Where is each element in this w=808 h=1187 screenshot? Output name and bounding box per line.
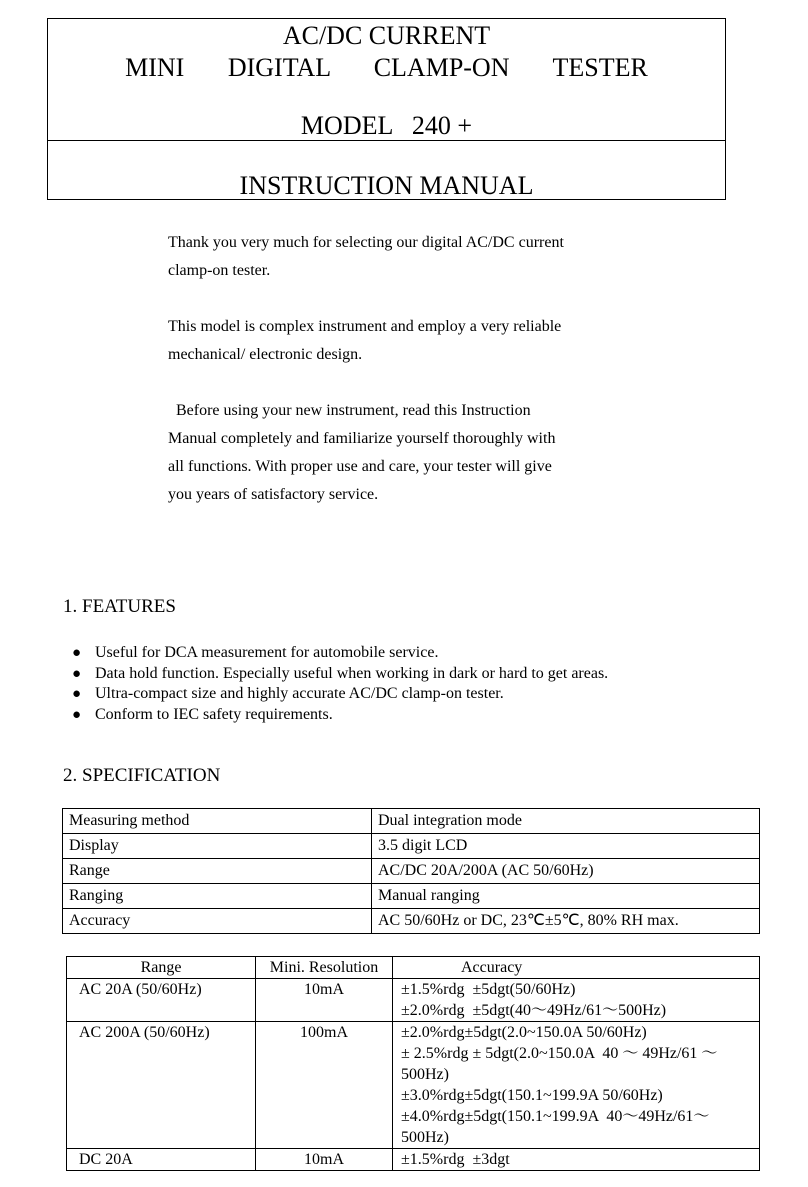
- feature-item: [72, 684, 608, 705]
- table-row: [67, 979, 760, 1022]
- table-row: [63, 809, 760, 834]
- resolution-cell: 10mA: [256, 979, 393, 1022]
- intro-line: clamp-on tester.: [168, 262, 271, 279]
- model-name: MODEL 240 +: [300, 111, 473, 140]
- accuracy-line: ±2.0%rdg ±5dgt(40～49Hz/61～500Hz): [401, 1002, 667, 1019]
- intro-line: Manual completely and familiarize yourself thoroughly with: [168, 430, 556, 447]
- range-cell: AC 200A (50/60Hz): [67, 1022, 256, 1149]
- spec-label: Accuracy: [63, 909, 372, 934]
- spec-label: Range: [63, 859, 372, 884]
- intro-line: all functions. With proper use and care, your tester will give: [168, 458, 552, 475]
- title-line-1: AC/DC CURRENT: [282, 21, 491, 50]
- intro-line: This model is complex instrument and employ a very reliable: [168, 318, 562, 335]
- range-cell: DC 20A: [67, 1149, 256, 1171]
- accuracy-line: ± 2.5%rdg ± 5dgt(2.0~150.0A 40 ～ 49Hz/61 ～: [401, 1045, 718, 1062]
- bullet-icon: ●: [72, 706, 82, 723]
- feature-text: Data hold function. Especially useful when working in dark or hard to get areas.: [95, 664, 609, 682]
- intro-line: Thank you very much for selecting our digital AC/DC current: [168, 234, 564, 251]
- bullet-icon: ●: [72, 645, 82, 661]
- features-heading: 1. FEATURES: [63, 596, 176, 617]
- specification-heading: 2. SPECIFICATION: [63, 765, 221, 786]
- table-row: [67, 1022, 760, 1149]
- table-row: [63, 909, 760, 934]
- feature-item: [72, 664, 608, 685]
- intro-line: mechanical/ electronic design.: [168, 346, 363, 363]
- specification-table: [62, 808, 760, 934]
- feature-item: [72, 705, 608, 726]
- accuracy-line: ±1.5%rdg ±3dgt: [401, 1151, 510, 1168]
- accuracy-cell: [393, 979, 760, 1022]
- table-row: [63, 859, 760, 884]
- spec-value: AC 50/60Hz or DC, 23℃±5℃, 80% RH max.: [372, 909, 760, 934]
- title-line-2: MINI DIGITAL CLAMP-ON TESTER: [125, 53, 648, 82]
- table-row: [63, 834, 760, 859]
- accuracy-line: 500Hz): [401, 1129, 449, 1146]
- resolution-cell: 10mA: [256, 1149, 393, 1171]
- accuracy-line: ±3.0%rdg±5dgt(150.1~199.9A 50/60Hz): [401, 1087, 663, 1104]
- intro-line: you years of satisfactory service.: [168, 486, 379, 503]
- manual-title: INSTRUCTION MANUAL: [239, 171, 534, 200]
- spec-value: Dual integration mode: [372, 809, 760, 834]
- title-divider: [48, 140, 725, 141]
- accuracy-table: [66, 956, 760, 1171]
- spec-label: Ranging: [63, 884, 372, 909]
- resolution-cell: 100mA: [256, 1022, 393, 1149]
- spec-value: AC/DC 20A/200A (AC 50/60Hz): [372, 859, 760, 884]
- features-list: [72, 643, 608, 725]
- accuracy-line: ±1.5%rdg ±5dgt(50/60Hz): [401, 981, 576, 998]
- spec-value: Manual ranging: [372, 884, 760, 909]
- range-cell: AC 20A (50/60Hz): [67, 979, 256, 1022]
- spec-label: Measuring method: [63, 809, 372, 834]
- accuracy-line: ±4.0%rdg±5dgt(150.1~199.9A 40～49Hz/61～: [401, 1108, 710, 1125]
- table-row: [67, 1149, 760, 1171]
- feature-text: Conform to IEC safety requirements.: [95, 705, 333, 723]
- intro-line: Before using your new instrument, read this Instruction: [168, 402, 531, 419]
- accuracy-line: 500Hz): [401, 1066, 449, 1083]
- accuracy-header: Accuracy: [393, 957, 760, 979]
- feature-text: Ultra-compact size and highly accurate AC/DC clamp-on tester.: [95, 685, 504, 702]
- feature-text: Useful for DCA measurement for automobile service.: [95, 644, 439, 661]
- spec-value: 3.5 digit LCD: [372, 834, 760, 859]
- resolution-header: Mini. Resolution: [256, 957, 393, 979]
- title-box: [47, 18, 726, 200]
- bullet-icon: ●: [72, 686, 82, 702]
- table-row: [63, 884, 760, 909]
- accuracy-cell: [393, 1022, 760, 1149]
- spec-label: Display: [63, 834, 372, 859]
- feature-item: [72, 643, 608, 664]
- intro-text: [168, 229, 658, 509]
- accuracy-cell: [393, 1149, 760, 1171]
- accuracy-line: ±2.0%rdg±5dgt(2.0~150.0A 50/60Hz): [401, 1024, 647, 1041]
- bullet-icon: ●: [72, 665, 82, 682]
- range-header: Range: [67, 957, 256, 979]
- table-header-row: [67, 957, 760, 979]
